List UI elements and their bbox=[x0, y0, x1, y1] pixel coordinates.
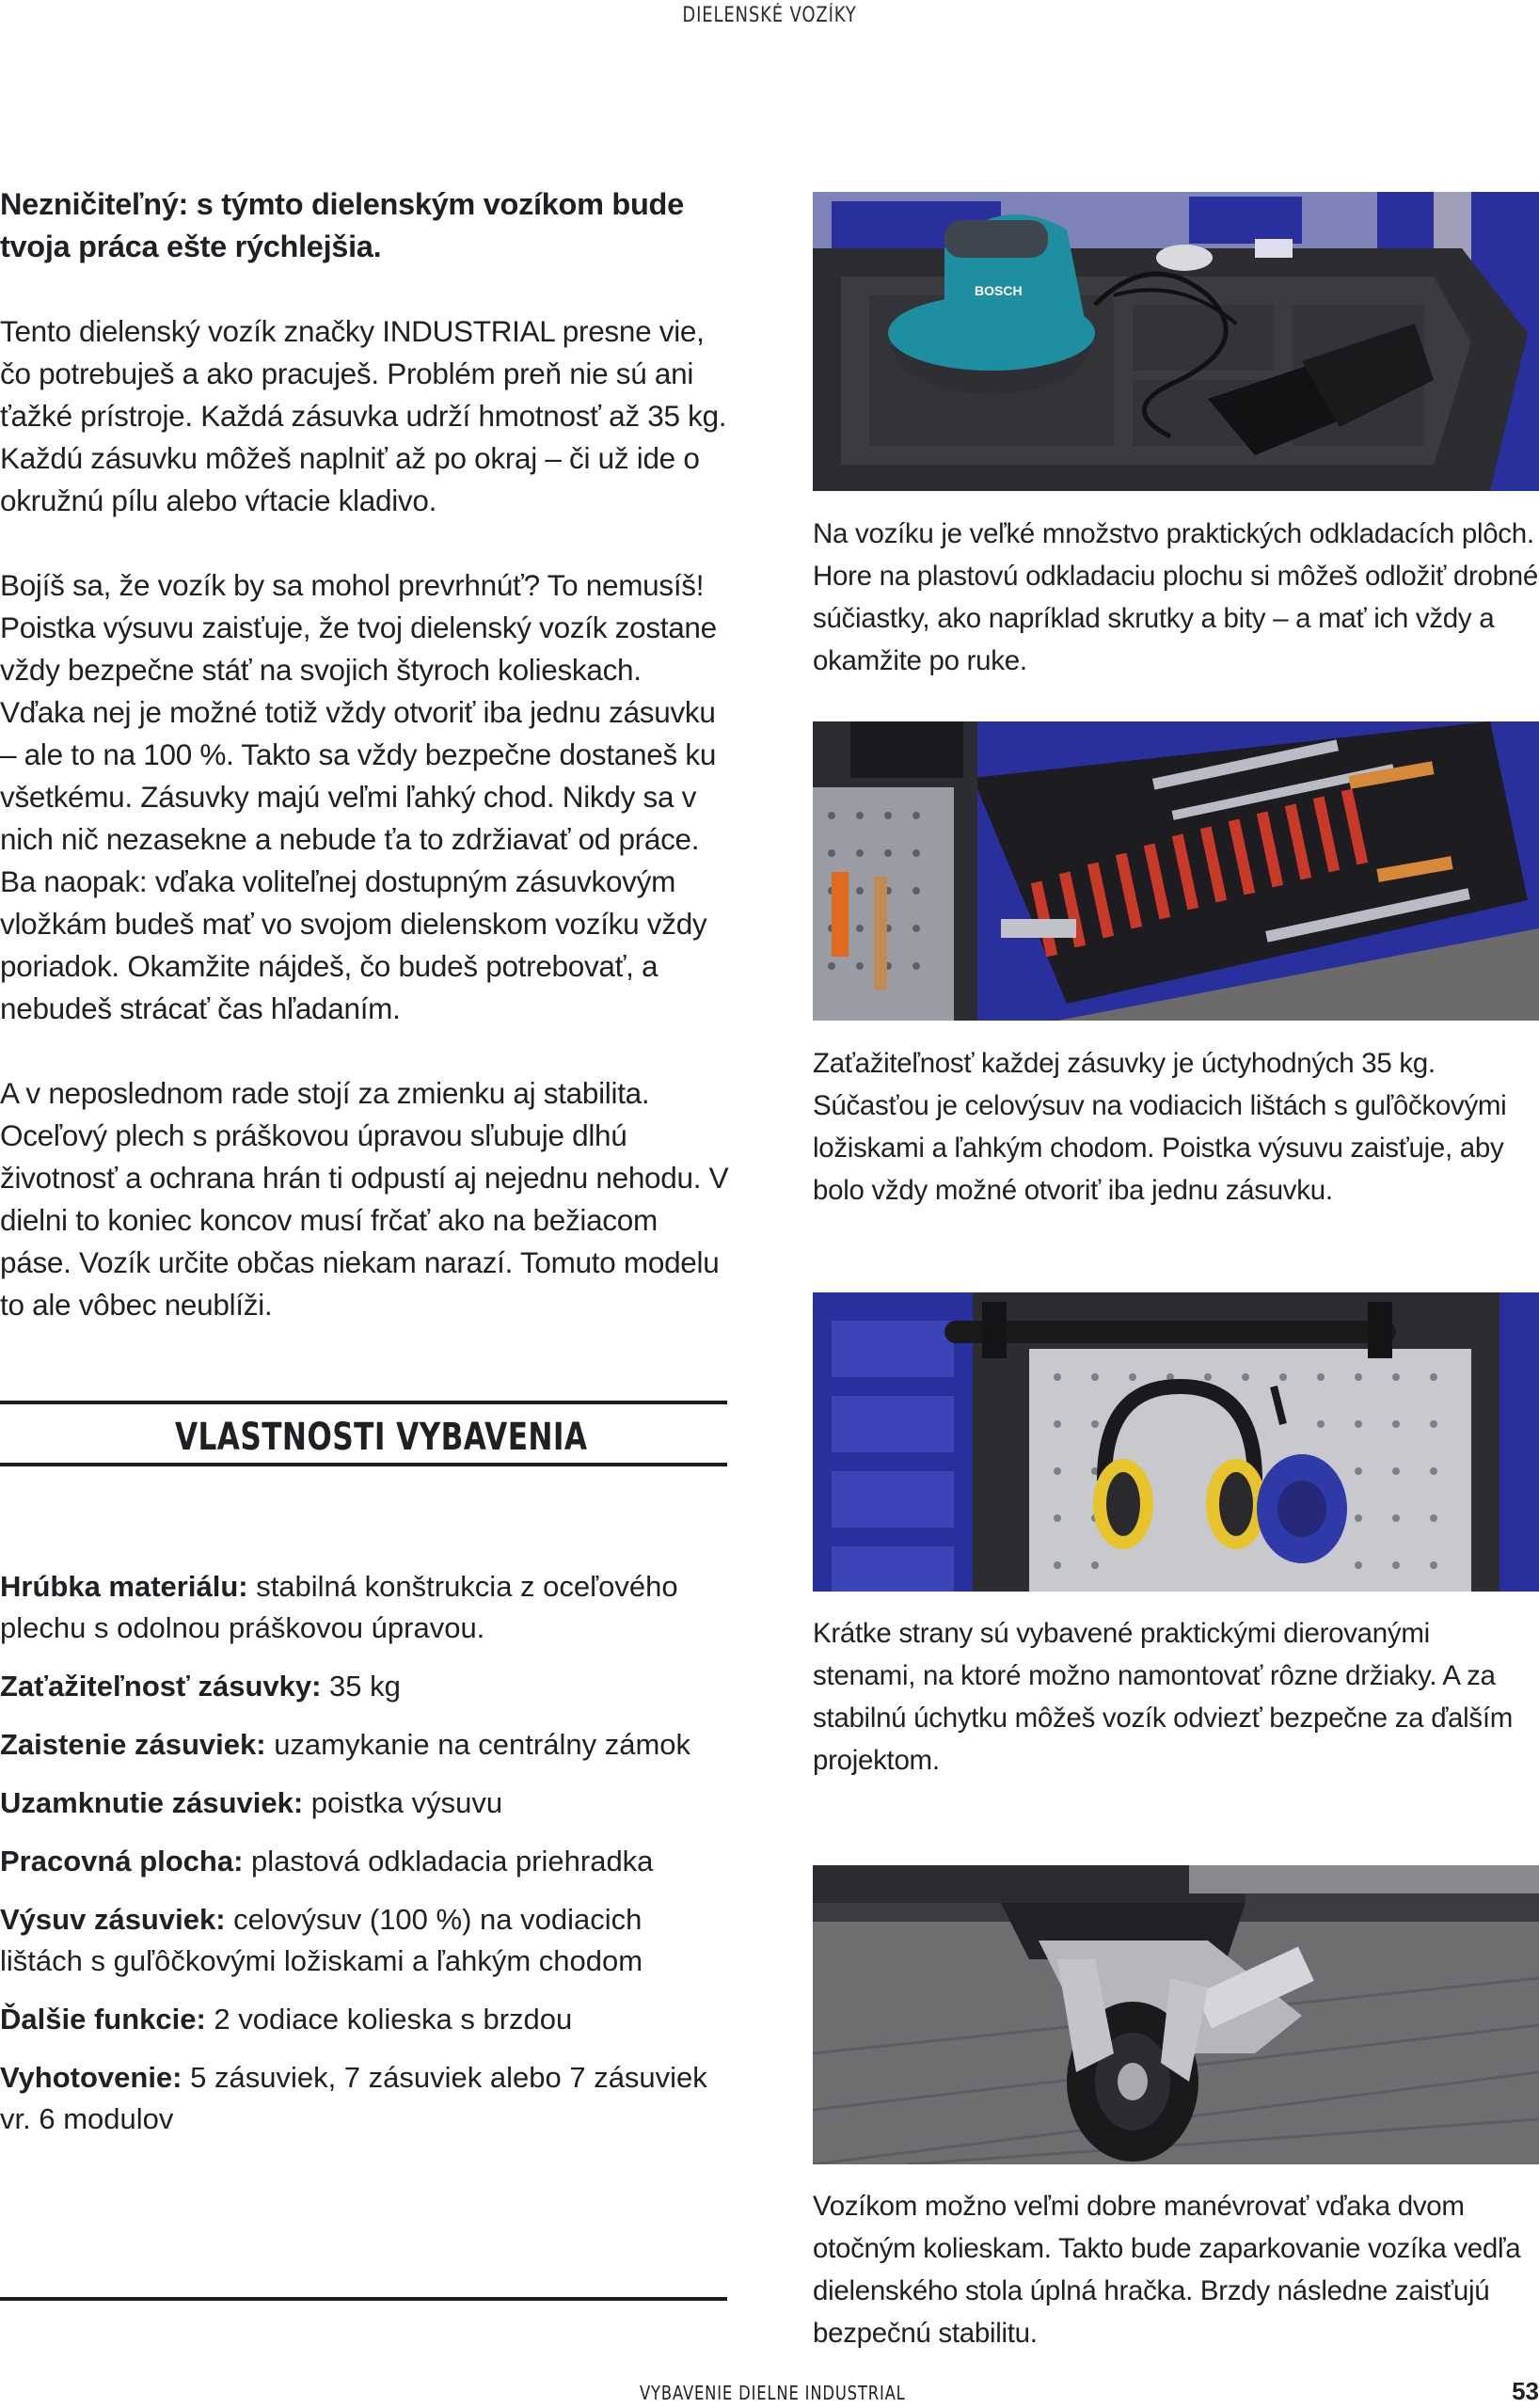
property-item bbox=[0, 1899, 715, 1982]
properties-list bbox=[0, 1566, 715, 2157]
property-label: Uzamknutie zásuviek: bbox=[0, 1786, 304, 1819]
intro-paragraph-2: Bojíš sa, že vozík by sa mohol prevrhnúť? To nemusíš! Poistka výsuvu zaisťuje, že tvoj dielenský vozík zostane vždy bezpečne stáť na svojich štyroch kolieskach. Vďaka nej je možné totiž vždy otvoriť iba jednu zásuvku – ale to na 100 %. Takto sa vždy bezpečne dostaneš ku všetkému. Zásuvky majú veľmi ľahký chod. Nikdy sa v nich nič nezasekne a nebude ťa to zdržiavať od práce. Ba naopak: vďaka voliteľnej dostupným zásuvkovým vložkám budeš mať vo svojom dielenskom vozíku vždy poriadok. Okamžite nájdeš, čo budeš potrebovať, a nebudeš strácať čas hľadaním. bbox=[0, 568, 717, 1025]
property-value: poistka výsuvu bbox=[303, 1786, 503, 1819]
property-item bbox=[0, 1782, 715, 1824]
caption-drawer: Zaťažiteľnosť každej zásuvky je úctyhodných 35 kg. Súčasťou je celovýsuv na vodiacich lištách s guľôčkovými ložiskami a ľahkým chodom. Poistka výsuvu zaisťuje, aby bolo vždy možné otvoriť iba jednu zásuvku. bbox=[813, 1048, 1507, 1206]
property-value: 5 zásuviek, 7 zásuviek alebo 7 zásuviek vr. 6 modulov bbox=[0, 2061, 707, 2135]
page-header: DIELENSKÉ VOZÍKY bbox=[682, 4, 857, 27]
property-value: 2 vodiace kolieska s brzdou bbox=[205, 2003, 573, 2036]
property-label: Hrúbka materiálu: bbox=[0, 1570, 248, 1603]
property-value: uzamykanie na centrálny zámok bbox=[265, 1728, 691, 1761]
property-label: Ďalšie funkcie: bbox=[0, 2003, 206, 2036]
property-value: stabilná konštrukcia z oceľového plechu s odolnou práškovou úpravou. bbox=[0, 1570, 678, 1644]
section-heading bbox=[0, 1401, 727, 1466]
photo-tray-sander bbox=[813, 192, 1539, 491]
section-title: VLASTNOSTI VYBAVENIA bbox=[175, 1416, 588, 1459]
property-item bbox=[0, 1666, 715, 1707]
caption-pegboard: Krátke strany sú vybavené praktickými dierovanými stenami, na ktoré možno namontovať rôzne držiaky. A za stabilnú úchytku môžeš vozík odviezť bezpečne za ďalším projektom. bbox=[813, 1618, 1514, 1776]
property-label: Vyhotovenie: bbox=[0, 2061, 182, 2094]
property-item bbox=[0, 1566, 715, 1649]
brand-logo: BOSCH bbox=[975, 283, 1023, 298]
caption-tray: Na vozíku je veľké množstvo praktických odkladacích plôch. Hore na plastovú odkladaciu plochu si môžeš odložiť drobné súčiastky, ako napríklad skrutky a bity – a mať ich vždy a okamžite po ruke. bbox=[813, 518, 1538, 676]
property-item bbox=[0, 1841, 715, 1882]
property-value: plastová odkladacia priehradka bbox=[243, 1845, 654, 1877]
property-item bbox=[0, 2057, 715, 2140]
property-label: Pracovná plocha: bbox=[0, 1845, 244, 1877]
property-item bbox=[0, 1724, 715, 1766]
intro-paragraph-1: Tento dielenský vozík značky INDUSTRIAL presne vie, čo potrebuješ a ako pracuješ. Problém preň nie sú ani ťažké prístroje. Každá zásuvka udrží hmotnosť až 35 kg. Každú zásuvku môžeš naplniť až po okraj – či už ide o okružnú pílu alebo vŕtacie kladivo. bbox=[0, 314, 727, 517]
property-value: celovýsuv (100 %) na vodiacich lištách s guľôčkovými ložiskami a ľahkým chodom bbox=[0, 1903, 643, 1977]
page-number: 53 bbox=[1512, 2377, 1539, 2405]
property-label: Zaťažiteľnosť zásuvky: bbox=[0, 1670, 322, 1703]
property-item bbox=[0, 1999, 715, 2040]
intro-lead: Nezničiteľný: s týmto dielenským vozíkom bude tvoja práca ešte rýchlejšia. bbox=[0, 187, 684, 263]
bottom-divider bbox=[0, 2297, 727, 2301]
photo-caster-wheel bbox=[813, 1865, 1539, 2164]
caption-wheel: Vozíkom možno veľmi dobre manévrovať vďaka dvom otočným kolieskam. Takto bude zaparkovanie vozíka vedľa dielenského stola úplná hračka. Brzdy následne zaisťujú bezpečnú stabilitu. bbox=[813, 2191, 1521, 2349]
footer-text: VYBAVENIE DIELNE INDUSTRIAL bbox=[640, 2382, 906, 2404]
photo-pegboard bbox=[813, 1292, 1539, 1592]
photo-drawer-tools bbox=[813, 721, 1539, 1021]
property-label: Zaistenie zásuviek: bbox=[0, 1728, 266, 1761]
intro-paragraph-3: A v neposlednom rade stojí za zmienku aj stabilita. Oceľový plech s práškovou úpravou sľubuje dlhú životnosť a ochrana hrán ti odpustí aj nejednu nehodu. V dielni to koniec koncov musí frčať ako na bežiacom páse. Vozík určite občas niekam narazí. Tomuto modelu to ale vôbec neublíži. bbox=[0, 1076, 729, 1322]
intro-text bbox=[0, 183, 729, 1326]
property-label: Výsuv zásuviek: bbox=[0, 1903, 226, 1936]
property-value: 35 kg bbox=[321, 1670, 401, 1703]
